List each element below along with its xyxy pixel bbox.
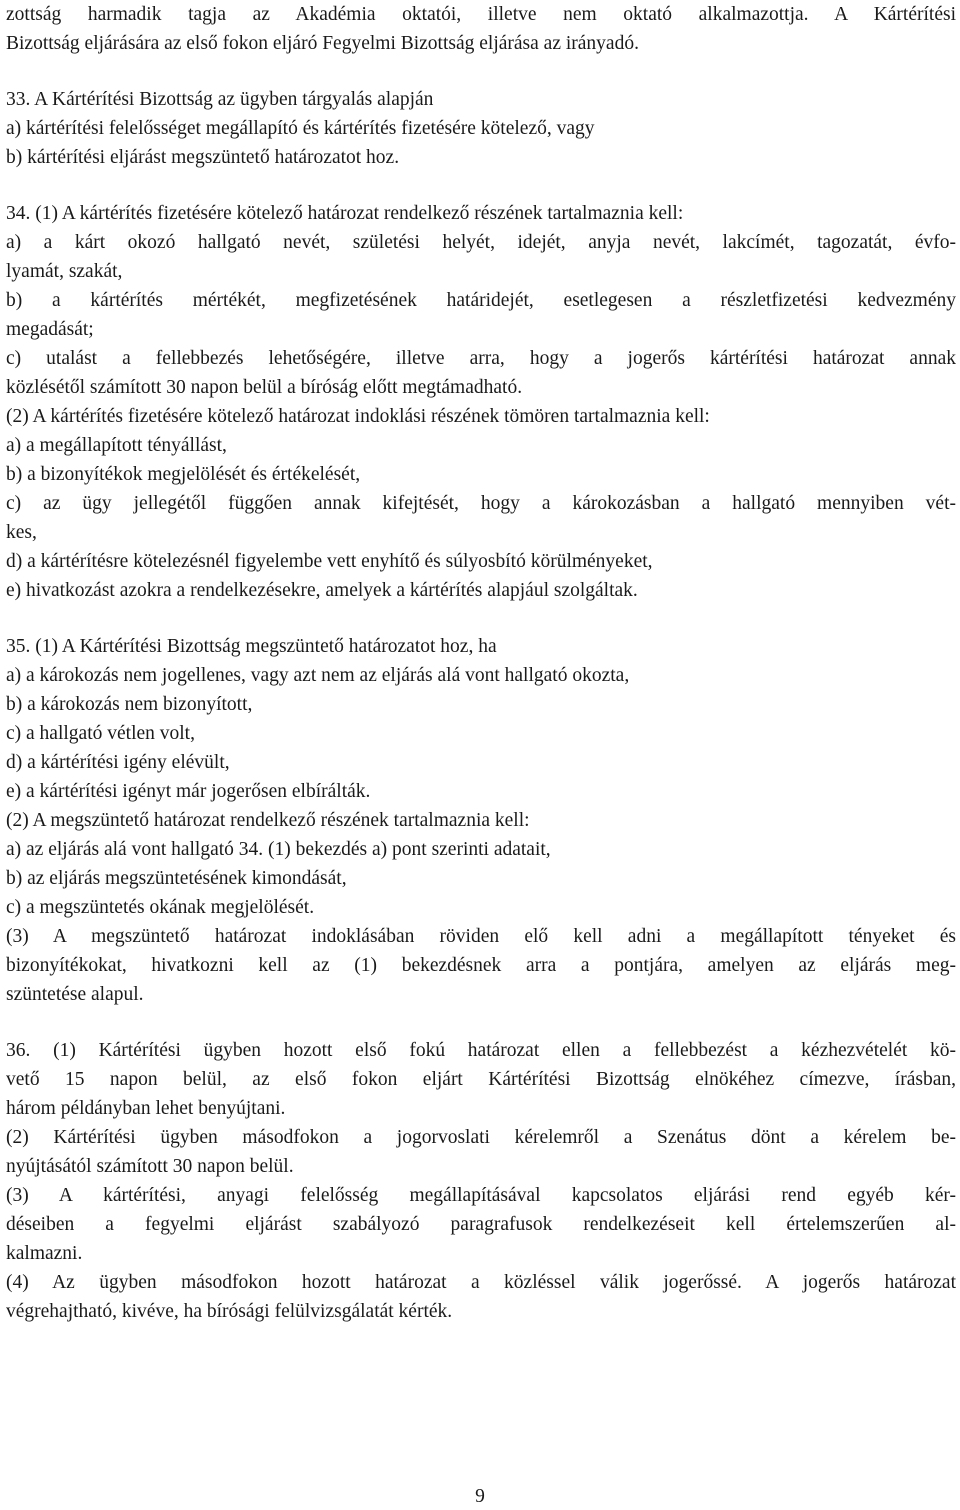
section-4 [6,632,956,1009]
text-line: d) a kártérítésre kötelezésnél figyelembe vett enyhítő és súlyosbító körülményeket, [6,551,653,572]
text-line: d) a kártérítési igény elévült, [6,752,230,773]
text-line: a) a megállapított tényállást, [6,435,227,456]
text-line: közlésétől számított 30 napon belül a bíróság előtt megtámadható. [6,377,523,398]
text-line: kes, [6,522,37,543]
text-line: 36. (1) Kártérítési ügyben hozott első fokú határozat ellen a fellebbezést a kézhezvételét kö- [6,1040,956,1061]
paragraph-gap [6,605,956,632]
text-line: kalmazni. [6,1243,83,1264]
paragraph-gap [6,1009,956,1036]
text-line: c) a hallgató vétlen volt, [6,723,195,744]
text-line: c) az ügy jellegétől függően annak kifejtését, hogy a károkozásban a hallgató mennyiben vét- [6,493,956,514]
paragraph-gap [6,172,956,199]
page-number: 9 [475,1486,485,1507]
text-line: (3) A kártérítési, anyagi felelősség megállapításával kapcsolatos eljárási rend egyéb kér- [6,1185,956,1206]
text-line: (2) A megszüntető határozat rendelkező részének tartalmaznia kell: [6,810,530,831]
text-line: b) a károkozás nem bizonyított, [6,694,253,715]
text-line: e) a kártérítési igényt már jogerősen elbírálták. [6,781,371,802]
document-body [6,0,956,1326]
text-line: (2) Kártérítési ügyben másodfokon a jogorvoslati kérelemről a Szenátus dönt a kérelem be- [6,1127,956,1148]
text-line: lyamát, szakát, [6,261,123,282]
text-line: szüntetése alapul. [6,984,144,1005]
text-line: b) a kártérítés mértékét, megfizetésének határidejét, esetlegesen a részletfizetési kedvezmény [6,290,956,311]
text-line: b) az eljárás megszüntetésének kimondását, [6,868,347,889]
text-line: három példányban lehet benyújtani. [6,1098,286,1119]
text-line: végrehajtható, kivéve, ha bírósági felülvizsgálatát kérték. [6,1301,453,1322]
text-line: nyújtásától számított 30 napon belül. [6,1156,294,1177]
text-line: b) a bizonyítékok megjelölését és értékelését, [6,464,361,485]
text-line: a) az eljárás alá vont hallgató 34. (1) bekezdés a) pont szerinti adatait, [6,839,551,860]
text-line: a) kártérítési felelősséget megállapító és kártérítés fizetésére kötelező, vagy [6,118,595,139]
text-line: c) utalást a fellebbezés lehetőségére, illetve arra, hogy a jogerős kártérítési határozat annak [6,348,956,369]
section-5 [6,1036,956,1326]
text-line: a) a kárt okozó hallgató nevét, születési helyét, idejét, anyja nevét, lakcímét, tagozatát, évfo- [6,232,956,253]
text-line: c) a megszüntetés okának megjelölését. [6,897,315,918]
text-line: (4) Az ügyben másodfokon hozott határozat a közléssel válik jogerőssé. A jogerős határozat [6,1272,956,1293]
text-line: (3) A megszüntető határozat indoklásában röviden elő kell adni a megállapított tényeket és [6,926,956,947]
section-3 [6,199,956,605]
text-line: megadását; [6,319,94,340]
text-line: b) kártérítési eljárást megszüntető határozatot hoz. [6,147,400,168]
text-line: déseiben a fegyelmi eljárást szabályozó paragrafusok rendelkezéseit kell értelemszerűen al- [6,1214,956,1235]
text-line: Bizottság eljárására az első fokon eljáró Fegyelmi Bizottság eljárása az irányadó. [6,33,639,54]
text-line: 34. (1) A kártérítés fizetésére kötelező határozat rendelkező részének tartalmaznia kell: [6,203,684,224]
section-2 [6,85,956,172]
text-line: (2) A kártérítés fizetésére kötelező határozat indoklási részének tömören tartalmaznia kell: [6,406,710,427]
paragraph-gap [6,58,956,85]
text-line: 35. (1) A Kártérítési Bizottság megszüntető határozatot hoz, ha [6,636,497,657]
text-line: vető 15 napon belül, az első fokon eljárt Kártérítési Bizottság elnökéhez címezve, írásban, [6,1069,956,1090]
text-line: bizonyítékokat, hivatkozni kell az (1) bekezdésnek arra a pontjára, amelyen az eljárás meg- [6,955,956,976]
text-line: zottság harmadik tagja az Akadémia oktatói, illetve nem oktató alkalmazottja. A Kártérítési [6,4,956,25]
text-line: a) a károkozás nem jogellenes, vagy azt nem az eljárás alá vont hallgató okozta, [6,665,630,686]
text-line: 33. A Kártérítési Bizottság az ügyben tárgyalás alapján [6,89,434,110]
text-line: e) hivatkozást azokra a rendelkezésekre, amelyek a kártérítés alapjául szolgáltak. [6,580,638,601]
section-1 [6,0,956,58]
